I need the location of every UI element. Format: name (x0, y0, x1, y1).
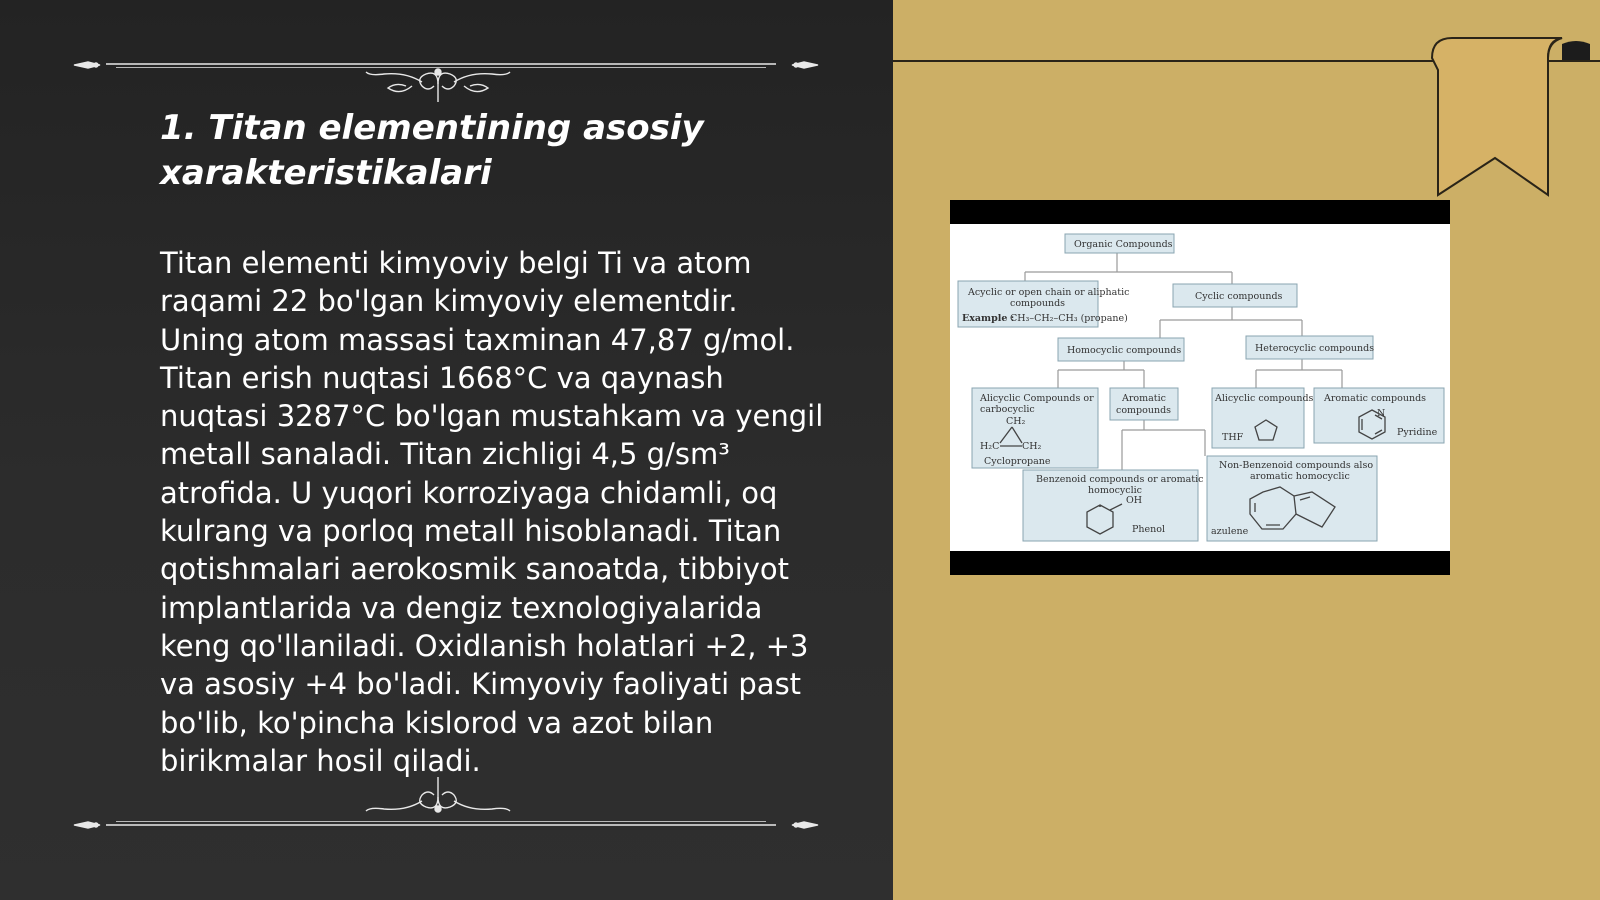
svg-text:carbocyclic: carbocyclic (980, 404, 1035, 415)
diagram-canvas (950, 224, 1450, 551)
svg-text:Heterocyclic compounds: Heterocyclic compounds (1255, 343, 1375, 354)
svg-text:compounds: compounds (1116, 405, 1172, 416)
svg-text:H₂C: H₂C (980, 441, 1000, 452)
svg-text:Cyclic compounds: Cyclic compounds (1195, 291, 1283, 302)
svg-text:Acyclic or open chain or aliph: Acyclic or open chain or aliphatic (968, 287, 1130, 298)
node-non-benzenoid (1207, 456, 1377, 541)
slide-title: 1. Titan elementining asosiy xarakteristikalari (160, 108, 704, 193)
svg-text:N: N (1377, 408, 1386, 419)
node-heterocyclic (1246, 336, 1374, 359)
svg-text:Alicyclic Compounds or: Alicyclic Compounds or (980, 393, 1094, 404)
svg-text:Alicyclic compounds: Alicyclic compounds (1215, 393, 1314, 404)
svg-text:Pyridine: Pyridine (1397, 427, 1438, 438)
svg-text:Example :: Example : (962, 313, 1015, 324)
node-alicyclic-carbocyclic (972, 388, 1098, 468)
svg-text:Benzenoid compounds or aromati: Benzenoid compounds or aromatic (1036, 474, 1204, 485)
svg-text:Aromatic: Aromatic (1122, 393, 1166, 404)
svg-text:Organic Compounds: Organic Compounds (1074, 239, 1173, 250)
svg-text:CH₂: CH₂ (1006, 416, 1026, 427)
svg-text:Homocyclic compounds: Homocyclic compounds (1067, 345, 1182, 356)
svg-text:THF: THF (1222, 432, 1244, 443)
node-cyclic (1173, 284, 1297, 307)
svg-text:OH: OH (1126, 495, 1143, 506)
svg-text:Phenol: Phenol (1132, 524, 1166, 535)
node-organic-compounds (1065, 234, 1174, 253)
svg-text:azulene: azulene (1211, 526, 1249, 537)
svg-text:compounds: compounds (1010, 298, 1066, 309)
node-aromatic-homocyclic (1110, 388, 1178, 420)
scroll-ornament-icon (66, 42, 826, 102)
node-alicyclic-heterocyclic (1212, 388, 1314, 448)
svg-text:Aromatic compounds: Aromatic compounds (1324, 393, 1427, 404)
svg-text:CH₃–CH₂–CH₃ (propane): CH₃–CH₂–CH₃ (propane) (1010, 313, 1128, 324)
classification-diagram-image (950, 200, 1450, 575)
node-homocyclic (1058, 338, 1184, 361)
scroll-ornament-icon (66, 775, 826, 835)
bookmark-ribbon-icon (1430, 30, 1600, 210)
node-benzenoid (1023, 470, 1203, 541)
svg-text:aromatic homocyclic: aromatic homocyclic (1250, 471, 1350, 482)
svg-text:Cyclopropane: Cyclopropane (984, 456, 1051, 467)
svg-text:Non-Benzenoid compounds also: Non-Benzenoid compounds also (1219, 460, 1374, 471)
svg-text:CH₂: CH₂ (1022, 441, 1042, 452)
slide-body-text: Titan elementi kimyoviy belgi Ti va atom raqami 22 bo'lgan kimyoviy elementdir. Uning atom massasi taxminan 47,87 g/mol. Titan erish nuqtasi 1668°C va qaynash nuqtasi 3287°C bo'lgan mustahkam va yengil metall sanaladi. Titan zichligi 4,5 g/sm³ atrofida. U yuqori korroziyaga chidamli, oq kulrang va porloq metall hisoblanadi. Titan qotishmalari aerokosmik sanoatda, tibbiyot implantlarida va dengiz texnologiyalarida keng qo'llaniladi. Oxidlanish holatlari +2, +3 va asosiy +4 bo'ladi. Kimyoviy faoliyati past bo'lib, ko'pincha kislorod va azot bilan birikmalar hosil qiladi. (160, 246, 824, 778)
svg-text:homocyclic: homocyclic (1088, 485, 1142, 496)
